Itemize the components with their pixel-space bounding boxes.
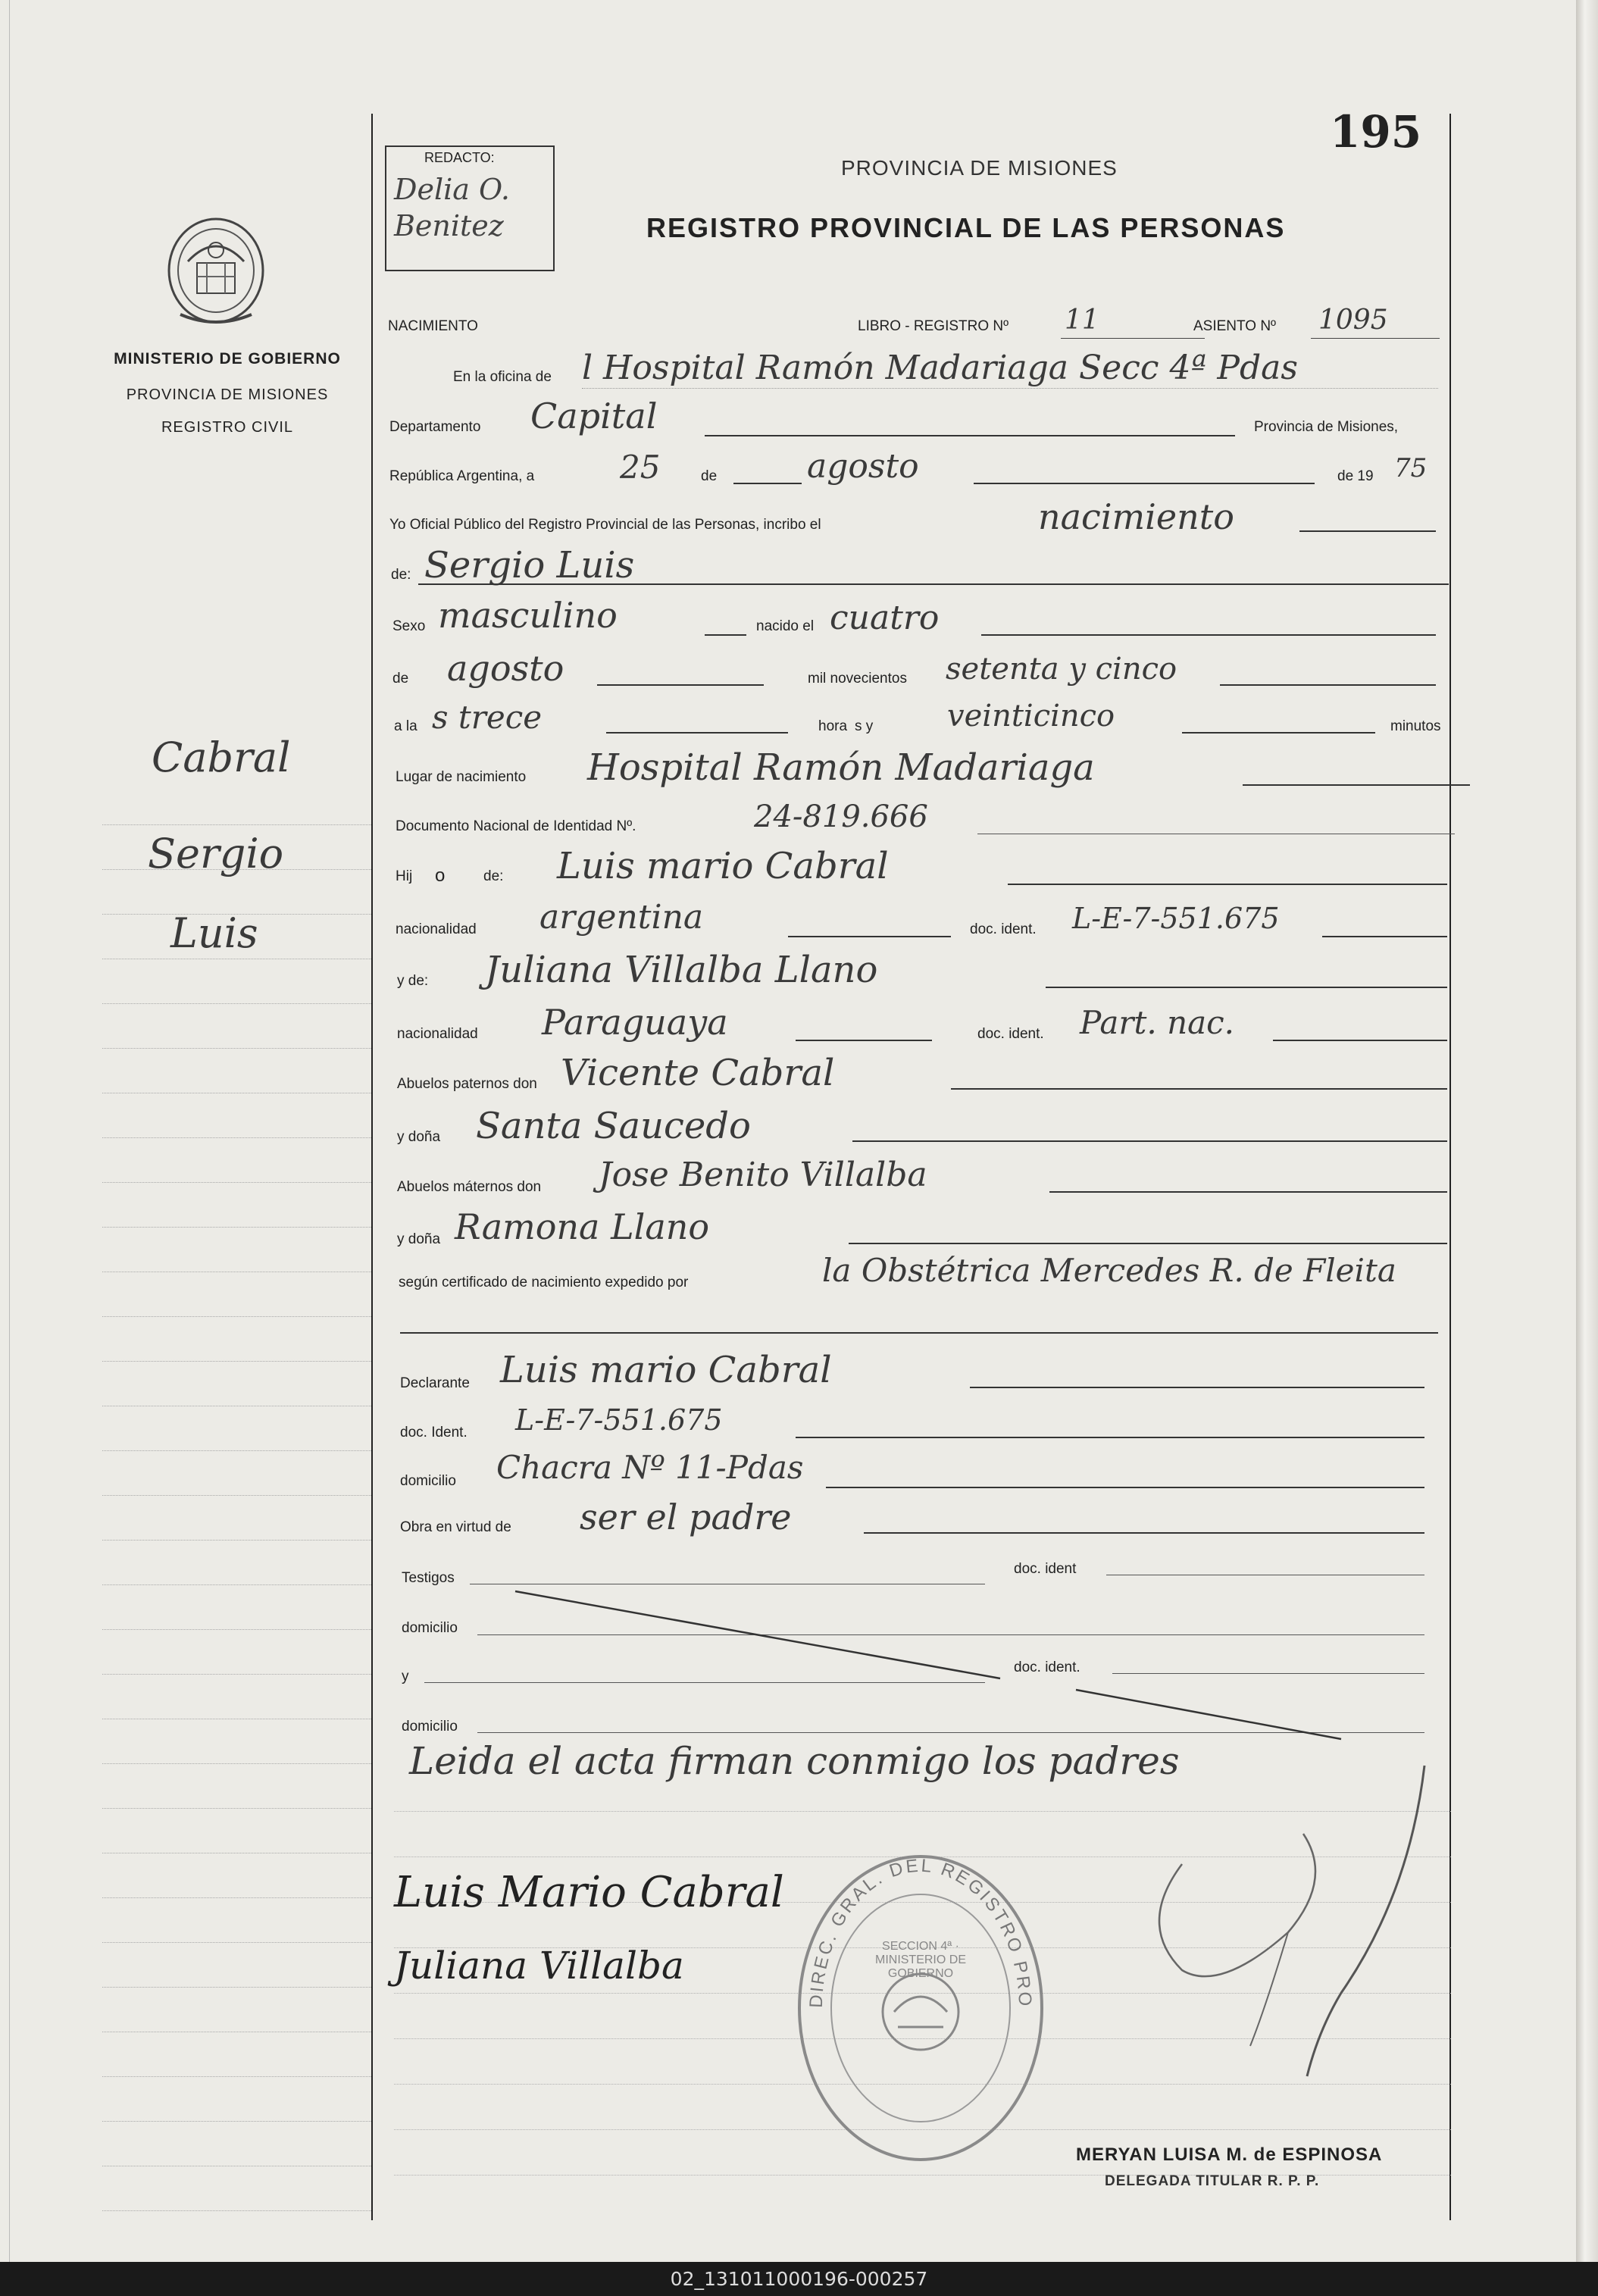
dni-label: Documento Nacional de Identidad Nº. <box>396 818 636 834</box>
abuela-mat-line <box>849 1243 1447 1244</box>
left-rule <box>102 1048 371 1049</box>
doc-padre-label: doc. ident. <box>970 921 1037 937</box>
page-edge-line <box>9 0 10 2262</box>
abuela-pat-label: y doña <box>397 1129 441 1145</box>
redacto-box <box>385 145 555 271</box>
redacto-signature: Delia O. Benitez <box>394 173 511 242</box>
mes-nac-line <box>597 684 764 686</box>
province-seal <box>165 216 267 333</box>
mes-nac-value: agosto <box>447 648 564 689</box>
margin-note-name2: Luis <box>170 909 258 957</box>
mes-line-b <box>974 483 1315 484</box>
nac-madre-line <box>796 1040 932 1041</box>
left-rule <box>102 2210 371 2211</box>
signature-mother: Juliana Villalba <box>394 1944 684 1988</box>
inscribo-value: nacimiento <box>1038 496 1234 537</box>
left-rule <box>102 1942 371 1943</box>
libro-label: LIBRO - REGISTRO Nº <box>858 318 1009 334</box>
stamp-inner-text: SECCION 4ª · MINISTERIO DE GOBIERNO <box>874 1940 966 1980</box>
left-rule <box>102 1897 371 1898</box>
header-province: PROVINCIA DE MISIONES <box>841 156 1118 180</box>
left-rule <box>102 1584 371 1585</box>
dni-value: 24-819.666 <box>754 799 928 834</box>
left-rule <box>102 1182 371 1183</box>
doc-madre-line <box>1273 1040 1447 1041</box>
domicilio-label: domicilio <box>400 1473 456 1489</box>
left-rule <box>102 1495 371 1496</box>
anio-nac-value: setenta y cinco <box>946 652 1177 687</box>
minutos-value: veinticinco <box>947 699 1115 734</box>
lugar-label: Lugar de nacimiento <box>396 769 527 785</box>
testigo1-doc-label: doc. ident <box>1014 1561 1077 1577</box>
dia-value: 25 <box>620 449 661 486</box>
stamp-outer-text: DIREC. GRAL. DEL REGISTRO PRO <box>805 1855 1036 2009</box>
margin-border-left <box>371 114 373 2220</box>
abuela-pat-line <box>852 1140 1447 1142</box>
sexo-line <box>705 634 746 636</box>
abuelo-pat-line <box>951 1088 1447 1090</box>
sexo-value: masculino <box>438 595 618 636</box>
testigos-strike-lines <box>455 1584 1462 1750</box>
testigos-label: Testigos <box>402 1570 455 1586</box>
departamento-label: Departamento <box>389 419 481 435</box>
nombre-line <box>418 583 1449 585</box>
left-rule <box>102 1629 371 1630</box>
padre-label: de: <box>483 868 504 884</box>
doc-decl-value: L-E-7-551.675 <box>515 1403 723 1437</box>
left-rule <box>102 824 371 825</box>
nac-madre-label: nacionalidad <box>397 1026 478 1042</box>
hora-value: s trece <box>432 699 543 736</box>
a-las-label: a la <box>394 718 417 734</box>
image-id-footer: 02_131011000196-000257 <box>0 2262 1598 2296</box>
left-rule <box>102 1137 371 1138</box>
testigo1-domicilio-label: domicilio <box>402 1620 458 1636</box>
left-rule <box>102 1987 371 1988</box>
official-title: DELEGADA TITULAR R. P. P. <box>1105 2173 1320 2189</box>
doc-madre-label: doc. ident. <box>977 1026 1044 1042</box>
left-rule <box>102 1808 371 1809</box>
departamento-line <box>705 435 1235 436</box>
anio-value: 75 <box>1394 453 1428 483</box>
nac-madre-value: Paraguaya <box>542 1002 728 1043</box>
redacto-label: REDACTO: <box>424 150 495 165</box>
nacimiento-label: NACIMIENTO <box>388 318 478 334</box>
header-title: REGISTRO PROVINCIAL DE LAS PERSONAS <box>646 212 1286 243</box>
lugar-value: Hospital Ramón Madariaga <box>587 746 1095 789</box>
yo-oficial-label: Yo Oficial Público del Registro Provincial de las Personas, incribo el <box>389 517 821 533</box>
left-rule <box>102 2076 371 2077</box>
ministry-line1: MINISTERIO DE GOBIERNO <box>114 350 341 368</box>
asiento-label: ASIENTO Nº <box>1193 318 1276 334</box>
abuela-pat-value: Santa Saucedo <box>476 1105 751 1147</box>
madre-value: Juliana Villalba Llano <box>485 949 878 991</box>
asiento-underline <box>1311 338 1440 339</box>
obra-value: ser el padre <box>580 1497 792 1537</box>
certificado-line <box>400 1332 1438 1334</box>
mil-label: mil novecientos <box>808 671 907 687</box>
signature-father: Luis Mario Cabral <box>394 1868 784 1917</box>
abuelo-pat-label: Abuelos paternos don <box>397 1076 537 1092</box>
left-rule <box>102 2121 371 2122</box>
declarante-label: Declarante <box>400 1375 470 1391</box>
page-number: 195 <box>1330 106 1422 158</box>
anio-nac-line <box>1220 684 1436 686</box>
ministry-line3: REGISTRO CIVIL <box>161 419 294 436</box>
anio-label: de 19 <box>1337 468 1374 484</box>
nacido-line <box>981 634 1436 636</box>
left-rule <box>102 1361 371 1362</box>
asiento-value: 1095 <box>1318 305 1388 336</box>
oficina-value: l Hospital Ramón Madariaga Secc 4ª Pdas <box>582 349 1298 387</box>
obra-label: Obra en virtud de <box>400 1519 511 1535</box>
padre-value: Luis mario Cabral <box>557 845 889 887</box>
declarante-line <box>970 1387 1424 1388</box>
obra-line <box>864 1532 1424 1534</box>
republica-de-label: de <box>701 468 718 484</box>
domicilio-value: Chacra Nº 11-Pdas <box>496 1449 804 1486</box>
declarante-value: Luis mario Cabral <box>500 1349 832 1391</box>
testigo2-doc-label: doc. ident. <box>1014 1659 1080 1675</box>
left-rule <box>102 1227 371 1228</box>
sheet-edge-shadow <box>1576 0 1598 2262</box>
padre-line <box>1008 884 1447 885</box>
minutos-label: minutos <box>1390 718 1441 734</box>
svg-text:DIREC. GRAL. DEL REGISTRO PROV <box>792 1849 1035 2009</box>
left-rule <box>102 1540 371 1541</box>
oficina-label: En la oficina de <box>453 369 552 385</box>
nac-padre-label: nacionalidad <box>396 921 477 937</box>
madre-label: y de: <box>397 973 429 989</box>
leida-value: Leida el acta firman conmigo los padres <box>409 1739 1180 1783</box>
certificado-label: según certificado de nacimiento expedido por <box>399 1275 689 1290</box>
abuela-mat-label: y doña <box>397 1231 441 1247</box>
madre-line <box>1046 987 1447 988</box>
abuelo-mat-label: Abuelos máternos don <box>397 1179 542 1195</box>
testigo2-y-label: y <box>402 1669 409 1684</box>
domicilio-line <box>826 1487 1424 1488</box>
margin-border-right <box>1449 114 1451 2220</box>
doc-madre-value: Part. nac. <box>1080 1004 1235 1041</box>
doc-decl-label: doc. Ident. <box>400 1425 468 1440</box>
hijo-suffix: o <box>435 865 446 886</box>
doc-padre-value: L-E-7-551.675 <box>1072 902 1280 935</box>
oficina-line <box>582 388 1438 389</box>
nacido-value: cuatro <box>830 599 940 637</box>
republica-label: República Argentina, a <box>389 468 535 484</box>
abuelo-mat-value: Jose Benito Villalba <box>599 1156 927 1194</box>
abuelo-mat-line <box>1049 1191 1447 1193</box>
official-signature <box>1091 1743 1447 2091</box>
lugar-line <box>1243 784 1470 786</box>
doc-padre-line <box>1322 936 1447 937</box>
minutos-line <box>1182 732 1375 734</box>
left-rule <box>102 1674 371 1675</box>
abuelo-pat-value: Vicente Cabral <box>561 1052 835 1094</box>
doc-decl-line <box>796 1437 1424 1438</box>
hijo-label: Hij <box>396 868 413 884</box>
horas-label: hora <box>818 718 848 734</box>
sexo-label: Sexo <box>392 618 426 634</box>
libro-value: 11 <box>1065 305 1099 336</box>
left-rule <box>102 1763 371 1764</box>
ministry-line2: PROVINCIA DE MISIONES <box>126 386 329 403</box>
mes-line-a <box>733 483 802 484</box>
left-rule <box>102 1003 371 1004</box>
provincia-label: Provincia de Misiones, <box>1254 419 1399 435</box>
abuela-mat-value: Ramona Llano <box>455 1206 710 1247</box>
nac-padre-line <box>788 936 951 937</box>
testigo2-domicilio-label: domicilio <box>402 1719 458 1735</box>
margin-note-surname: Cabral <box>152 734 291 781</box>
nacido-label: nacido el <box>756 618 815 634</box>
mes-value: agosto <box>807 447 919 486</box>
certificado-value: la Obstétrica Mercedes R. de Fleita <box>822 1252 1396 1289</box>
inscribo-line <box>1299 530 1436 532</box>
nombre-value: Sergio Luis <box>424 544 635 587</box>
official-name: MERYAN LUISA M. de ESPINOSA <box>1076 2144 1383 2165</box>
mes-nac-label: de <box>392 671 409 687</box>
libro-underline <box>1061 338 1205 339</box>
nombre-label: de: <box>391 567 411 583</box>
hora-line <box>606 732 788 734</box>
left-rule <box>102 1316 371 1317</box>
y-label: s y <box>855 718 874 734</box>
nac-padre-value: argentina <box>539 898 704 937</box>
departamento-value: Capital <box>530 396 658 436</box>
left-rule <box>102 1450 371 1451</box>
margin-note-name1: Sergio <box>148 830 284 877</box>
official-stamp <box>792 1849 1049 2167</box>
